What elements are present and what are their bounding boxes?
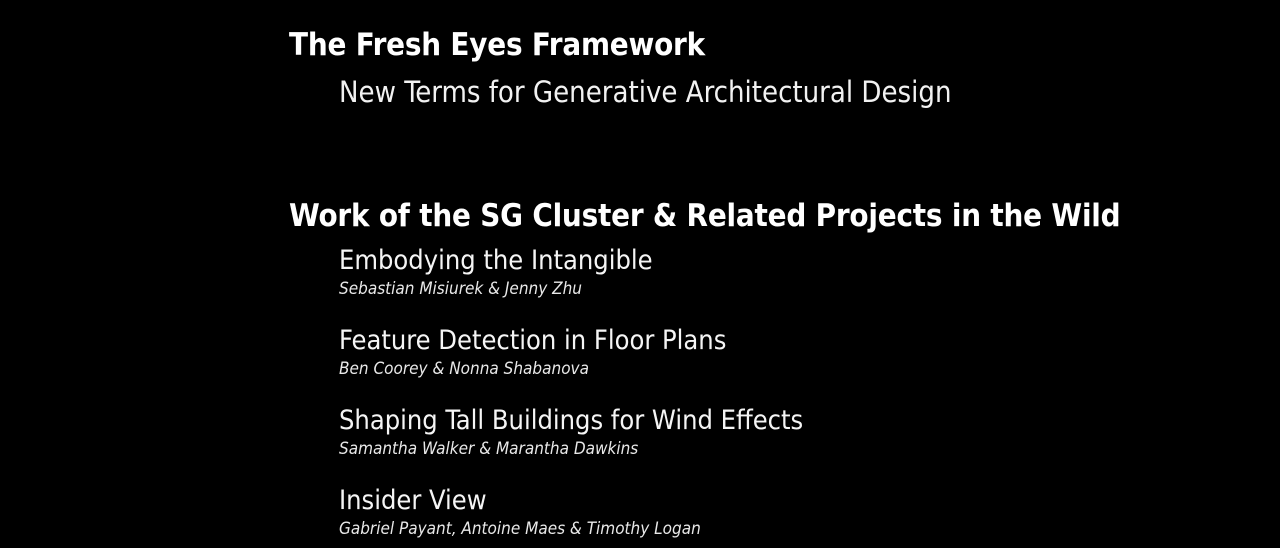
project-authors: Samantha Walker & Marantha Dawkins: [339, 439, 639, 460]
section-heading: Work of the SG Cluster & Related Projects in the Wild: [289, 198, 1121, 235]
list-item: [339, 246, 1189, 300]
project-title: Shaping Tall Buildings for Wind Effects: [339, 404, 804, 436]
project-authors: Ben Coorey & Nonna Shabanova: [339, 359, 589, 380]
slide-subtitle: New Terms for Generative Architectural Design: [339, 75, 952, 110]
project-list: [289, 246, 1189, 540]
list-item: [339, 486, 1189, 540]
project-title: Insider View: [339, 484, 487, 516]
spacer: [289, 109, 1189, 153]
slide-title: The Fresh Eyes Framework: [289, 27, 705, 63]
project-title: Feature Detection in Floor Plans: [339, 324, 727, 356]
project-title: Embodying the Intangible: [339, 244, 653, 276]
list-item: [339, 326, 1189, 380]
slide-content: [289, 28, 1189, 540]
list-item: [339, 406, 1189, 460]
project-authors: Sebastian Misiurek & Jenny Zhu: [339, 279, 582, 300]
project-authors: Gabriel Payant, Antoine Maes & Timothy Logan: [339, 519, 701, 540]
